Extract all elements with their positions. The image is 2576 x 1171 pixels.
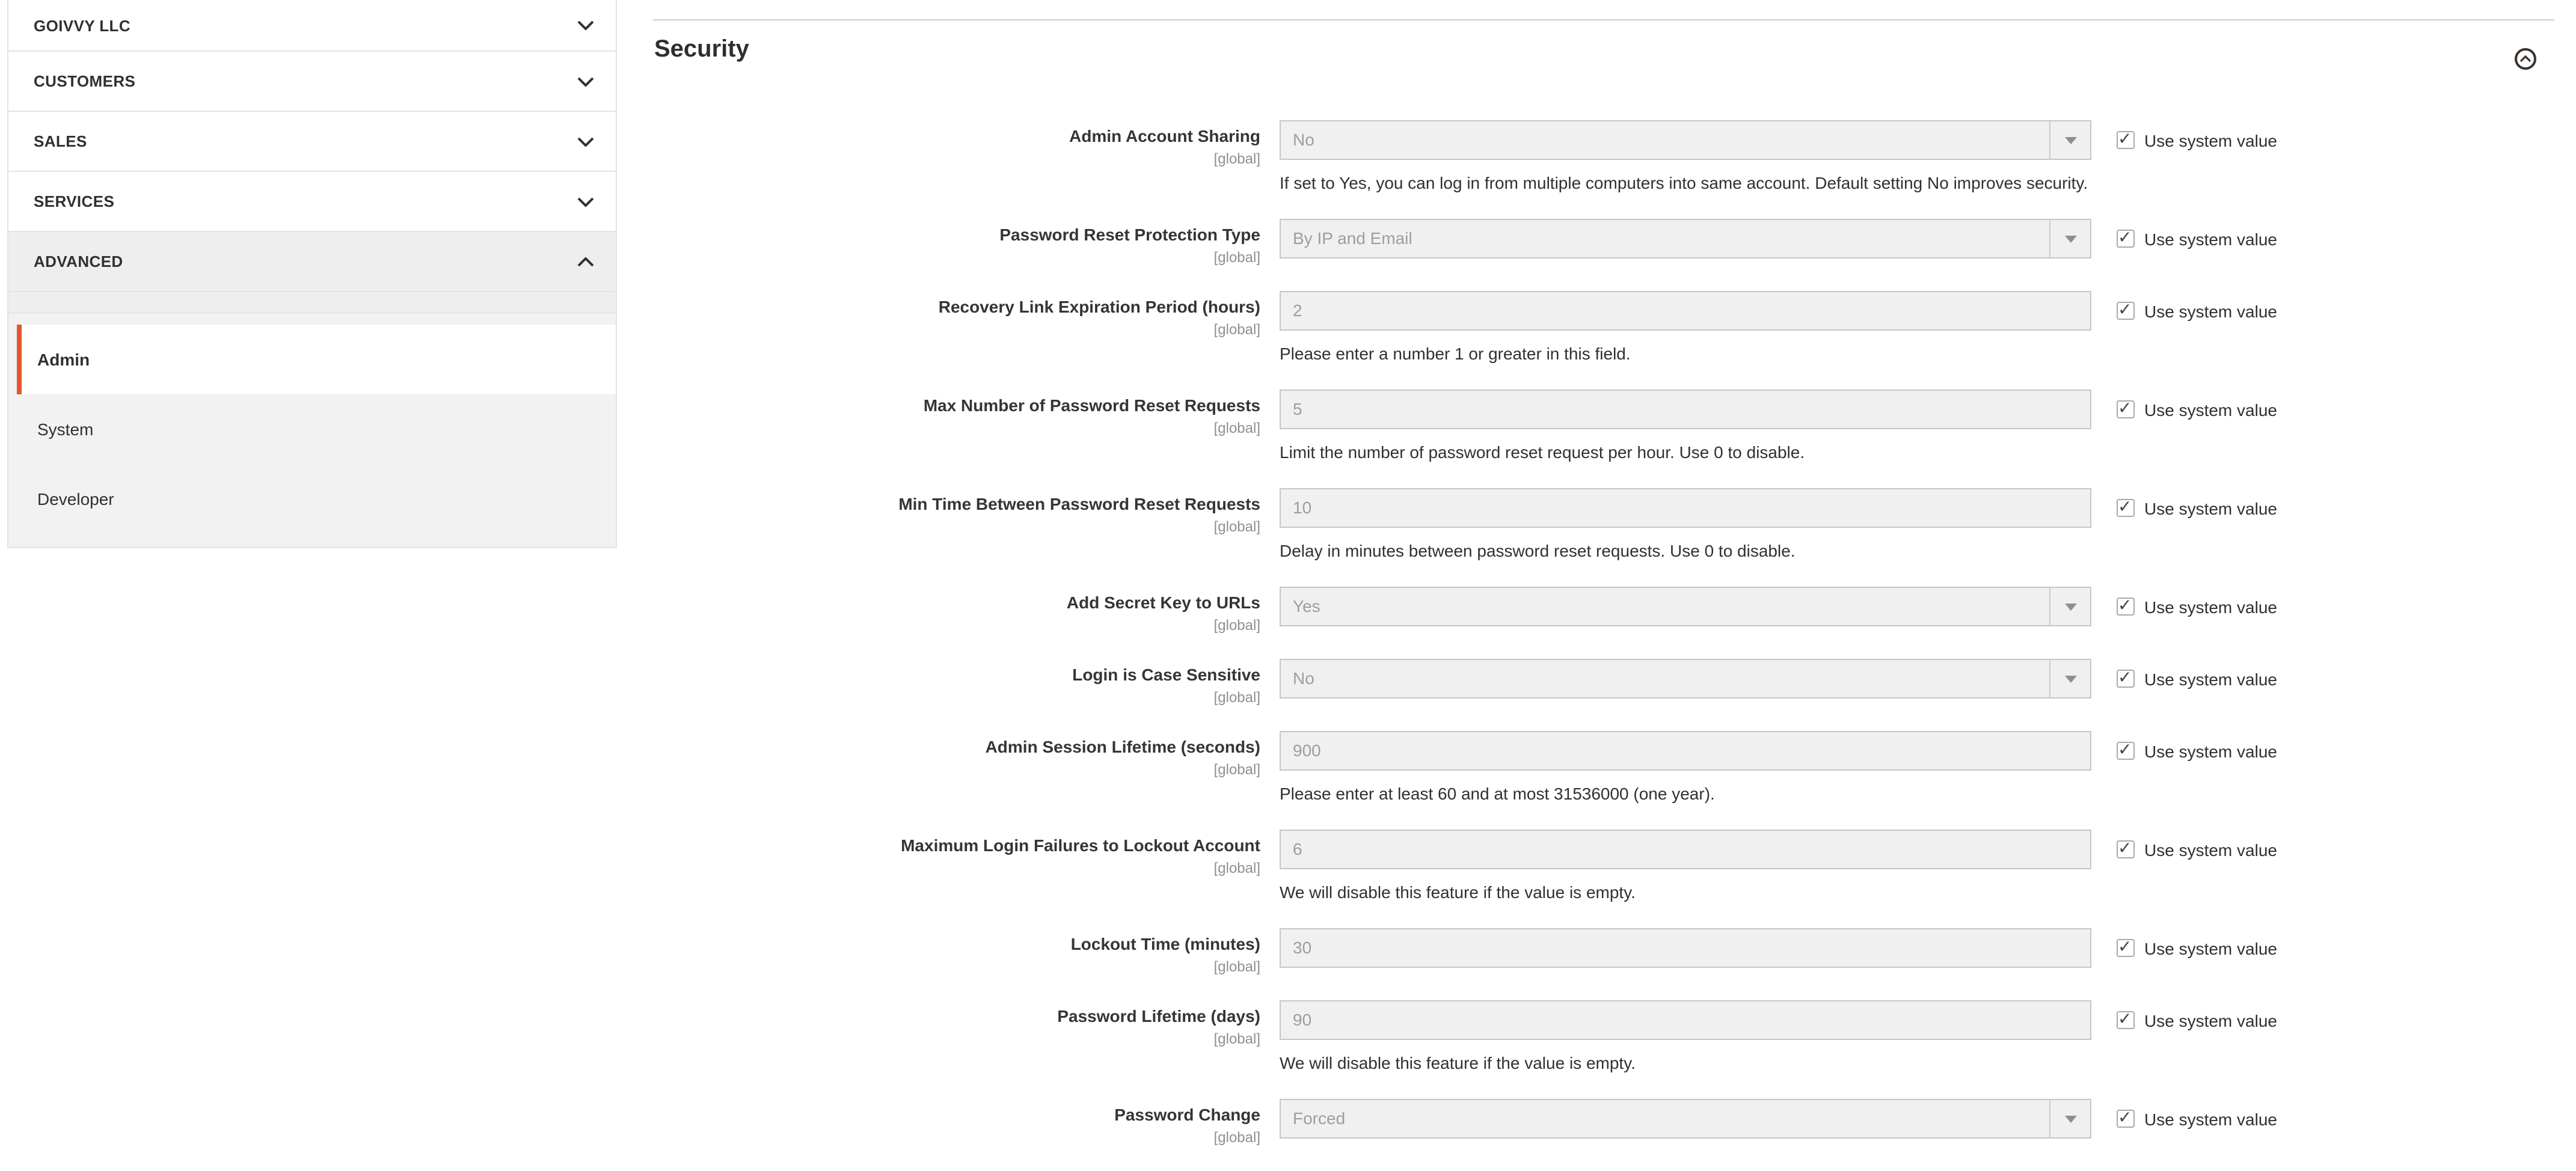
sidebar-section-label: ADVANCED [34, 252, 123, 271]
field-label: Admin Account Sharing [1069, 126, 1260, 145]
use-system-value-label: Use system value [2144, 840, 2277, 859]
field-label: Min Time Between Password Reset Requests [898, 494, 1260, 513]
field-label: Admin Session Lifetime (seconds) [985, 737, 1260, 756]
password-reset-protection-type-select[interactable] [1280, 219, 2091, 258]
field-value-cell [1280, 659, 2091, 699]
sidebar-section-label: SALES [34, 132, 87, 150]
field-comment: Please enter a number 1 or greater in this field. [1280, 344, 1631, 363]
field-scope: [global] [1213, 518, 1260, 535]
sidebar-subitem-admin[interactable]: Admin [17, 325, 616, 394]
field-comment: Limit the number of password reset request per hour. Use 0 to disable. [1280, 442, 1805, 462]
config-nav-sidebar [7, 0, 617, 548]
sidebar-section-label: SERVICES [34, 192, 115, 210]
lockout-time-minutes-input[interactable] [1280, 928, 2091, 968]
field-label: Recovery Link Expiration Period (hours) [938, 297, 1260, 316]
field-label-cell [653, 830, 1260, 876]
form-field-row [653, 659, 2554, 706]
form-field-row [653, 1000, 2554, 1074]
recovery-link-expiration-period-hours-input[interactable] [1280, 291, 2091, 331]
select-arrow-icon [2049, 660, 2090, 697]
use-system-value-label: Use system value [2144, 1010, 2277, 1030]
security-fields-list [653, 120, 2554, 1171]
use-system-value-cell [2117, 1099, 2277, 1139]
field-value: No [1293, 668, 1314, 688]
field-label-cell [653, 1000, 1260, 1047]
checkmark-icon: ✓ [2118, 398, 2132, 417]
select-arrow-icon [2049, 220, 2090, 257]
field-value: 5 [1293, 399, 1302, 418]
form-field-row [653, 731, 2554, 804]
advanced-sublist [8, 314, 616, 548]
checkmark-icon: ✓ [2118, 838, 2132, 857]
field-value-cell [1280, 1099, 2091, 1139]
use-system-value-cell [2117, 120, 2277, 160]
sidebar-subitem-developer[interactable]: Developer [37, 489, 114, 509]
field-value: 6 [1293, 839, 1302, 858]
field-value-cell [1280, 120, 2091, 194]
login-is-case-sensitive-select[interactable] [1280, 659, 2091, 699]
sidebar-section-advanced[interactable] [8, 232, 616, 292]
field-scope: [global] [1213, 150, 1260, 167]
checkmark-icon: ✓ [2118, 667, 2132, 686]
use-system-value-label: Use system value [2144, 130, 2277, 150]
page-title: Security [654, 36, 749, 63]
chevron-down-icon [577, 76, 594, 86]
use-system-value-label: Use system value [2144, 741, 2277, 760]
form-field-row [653, 120, 2554, 194]
form-field-row [653, 587, 2554, 634]
field-value: 90 [1293, 1010, 1312, 1029]
field-value: 10 [1293, 498, 1312, 517]
field-value: 2 [1293, 301, 1302, 320]
select-arrow-icon [2049, 588, 2090, 625]
field-value: 30 [1293, 938, 1312, 957]
field-value: 900 [1293, 741, 1321, 760]
field-label-cell [653, 219, 1260, 266]
field-label: Password Reset Protection Type [999, 225, 1260, 244]
form-field-row [653, 830, 2554, 903]
chevron-down-icon [577, 197, 594, 206]
sidebar-subitem-system[interactable]: System [37, 420, 94, 439]
field-label-cell [653, 928, 1260, 975]
field-comment: We will disable this feature if the value is empty. [1280, 882, 1636, 902]
use-system-value-label: Use system value [2144, 669, 2277, 688]
sidebar-section-label: CUSTOMERS [34, 72, 136, 90]
field-label-cell [653, 120, 1260, 167]
field-label-cell [653, 1099, 1260, 1146]
field-scope: [global] [1213, 689, 1260, 706]
field-label-cell [653, 291, 1260, 338]
password-change-select[interactable] [1280, 1099, 2091, 1139]
field-label: Lockout Time (minutes) [1070, 934, 1260, 953]
form-field-row [653, 1099, 2554, 1146]
field-value-cell [1280, 1000, 2091, 1074]
min-time-between-password-reset-requests-input[interactable] [1280, 488, 2091, 528]
sidebar-section-goivvy-llc[interactable] [8, 0, 616, 52]
field-label: Login is Case Sensitive [1072, 665, 1260, 684]
field-value: Yes [1293, 596, 1320, 616]
field-label: Add Secret Key to URLs [1066, 593, 1260, 612]
field-label-cell [653, 390, 1260, 436]
checkmark-icon: ✓ [2118, 595, 2132, 614]
form-field-row [653, 928, 2554, 975]
admin-session-lifetime-seconds-input[interactable] [1280, 731, 2091, 771]
sidebar-section-services[interactable] [8, 172, 616, 232]
use-system-value-checkbox[interactable] [2117, 739, 2135, 760]
field-scope: [global] [1213, 1129, 1260, 1146]
use-system-value-checkbox[interactable] [2117, 939, 2135, 957]
use-system-value-cell [2117, 928, 2277, 968]
maximum-login-failures-to-lockout-account-input[interactable] [1280, 830, 2091, 869]
field-label: Maximum Login Failures to Lockout Account [901, 836, 1260, 855]
field-label-cell [653, 659, 1260, 706]
field-comment: Delay in minutes between password reset requests. Use 0 to disable. [1280, 541, 1796, 560]
sidebar-section-label: GOIVVY LLC [34, 16, 130, 34]
use-system-value-checkbox[interactable] [2117, 595, 2135, 616]
use-system-value-label: Use system value [2144, 597, 2277, 616]
field-scope: [global] [1213, 958, 1260, 975]
field-label: Password Lifetime (days) [1057, 1006, 1260, 1026]
field-label-cell [653, 731, 1260, 778]
use-system-value-cell [2117, 587, 2277, 626]
chevron-down-icon [577, 20, 594, 30]
use-system-value-cell [2117, 659, 2277, 699]
use-system-value-cell [2117, 731, 2277, 771]
form-field-row [653, 291, 2554, 364]
field-scope: [global] [1213, 761, 1260, 778]
field-comment: If set to Yes, you can log in from multiple computers into same account. Default setting No improves security. [1280, 173, 2088, 192]
use-system-value-cell [2117, 219, 2277, 258]
section-divider [653, 19, 2554, 20]
use-system-value-label: Use system value [2144, 498, 2277, 518]
field-value: No [1293, 130, 1314, 149]
checkmark-icon: ✓ [2118, 227, 2132, 246]
use-system-value-checkbox[interactable] [2117, 667, 2135, 688]
use-system-value-checkbox[interactable] [2117, 400, 2135, 418]
field-value-cell [1280, 219, 2091, 258]
use-system-value-checkbox[interactable] [2117, 299, 2135, 320]
use-system-value-label: Use system value [2144, 1109, 2277, 1128]
use-system-value-label: Use system value [2144, 301, 2277, 320]
admin-account-sharing-select[interactable] [1280, 120, 2091, 160]
checkmark-icon: ✓ [2118, 1009, 2132, 1028]
use-system-value-cell [2117, 291, 2277, 331]
field-value-cell [1280, 587, 2091, 626]
form-field-row [653, 219, 2554, 266]
use-system-value-checkbox[interactable] [2117, 227, 2135, 248]
max-number-of-password-reset-requests-input[interactable] [1280, 390, 2091, 429]
checkmark-icon: ✓ [2118, 129, 2132, 148]
use-system-value-checkbox[interactable] [2117, 499, 2135, 517]
chevron-up-circle-icon[interactable] [2515, 48, 2536, 70]
use-system-value-checkbox[interactable] [2117, 131, 2135, 149]
chevron-down-icon [577, 136, 594, 146]
use-system-value-cell [2117, 390, 2277, 429]
use-system-value-checkbox[interactable] [2117, 840, 2135, 858]
use-system-value-label: Use system value [2144, 400, 2277, 419]
field-label-cell [653, 587, 1260, 634]
select-arrow-icon [2049, 121, 2090, 159]
field-scope: [global] [1213, 321, 1260, 338]
field-value-cell [1280, 928, 2091, 968]
password-lifetime-days-input[interactable] [1280, 1000, 2091, 1040]
field-scope: [global] [1213, 617, 1260, 634]
field-label: Password Change [1114, 1105, 1260, 1124]
use-system-value-label: Use system value [2144, 229, 2277, 248]
field-value-cell [1280, 488, 2091, 561]
field-comment: Please enter at least 60 and at most 31536000 (one year). [1280, 784, 1715, 803]
use-system-value-label: Use system value [2144, 938, 2277, 958]
field-label-cell [653, 488, 1260, 535]
checkmark-icon: ✓ [2118, 1107, 2132, 1127]
checkmark-icon: ✓ [2118, 739, 2132, 759]
chevron-up-icon [577, 257, 594, 266]
select-arrow-icon [2049, 1100, 2090, 1137]
use-system-value-checkbox[interactable] [2117, 1011, 2135, 1029]
use-system-value-cell [2117, 1000, 2277, 1040]
field-scope: [global] [1213, 420, 1260, 436]
field-scope: [global] [1213, 860, 1260, 876]
add-secret-key-to-urls-select[interactable] [1280, 587, 2091, 626]
sidebar-section-sales[interactable] [8, 112, 616, 172]
checkmark-icon: ✓ [2118, 299, 2132, 319]
field-scope: [global] [1213, 249, 1260, 266]
field-value: Forced [1293, 1108, 1346, 1128]
checkmark-icon: ✓ [2118, 937, 2132, 956]
field-comment: We will disable this feature if the value is empty. [1280, 1053, 1636, 1072]
field-value-cell [1280, 390, 2091, 463]
field-value-cell [1280, 731, 2091, 804]
use-system-value-checkbox[interactable] [2117, 1107, 2135, 1128]
field-value-cell [1280, 291, 2091, 364]
field-value-cell [1280, 830, 2091, 903]
sidebar-section-customers[interactable] [8, 52, 616, 112]
use-system-value-cell [2117, 488, 2277, 528]
field-scope: [global] [1213, 1030, 1260, 1047]
field-value: By IP and Email [1293, 228, 1412, 248]
checkmark-icon: ✓ [2118, 497, 2132, 516]
field-label: Max Number of Password Reset Requests [923, 396, 1260, 415]
use-system-value-cell [2117, 830, 2277, 869]
sublist-top-strip [8, 292, 616, 314]
chevron-up-icon [2519, 55, 2532, 63]
form-field-row [653, 488, 2554, 561]
form-field-row [653, 390, 2554, 463]
